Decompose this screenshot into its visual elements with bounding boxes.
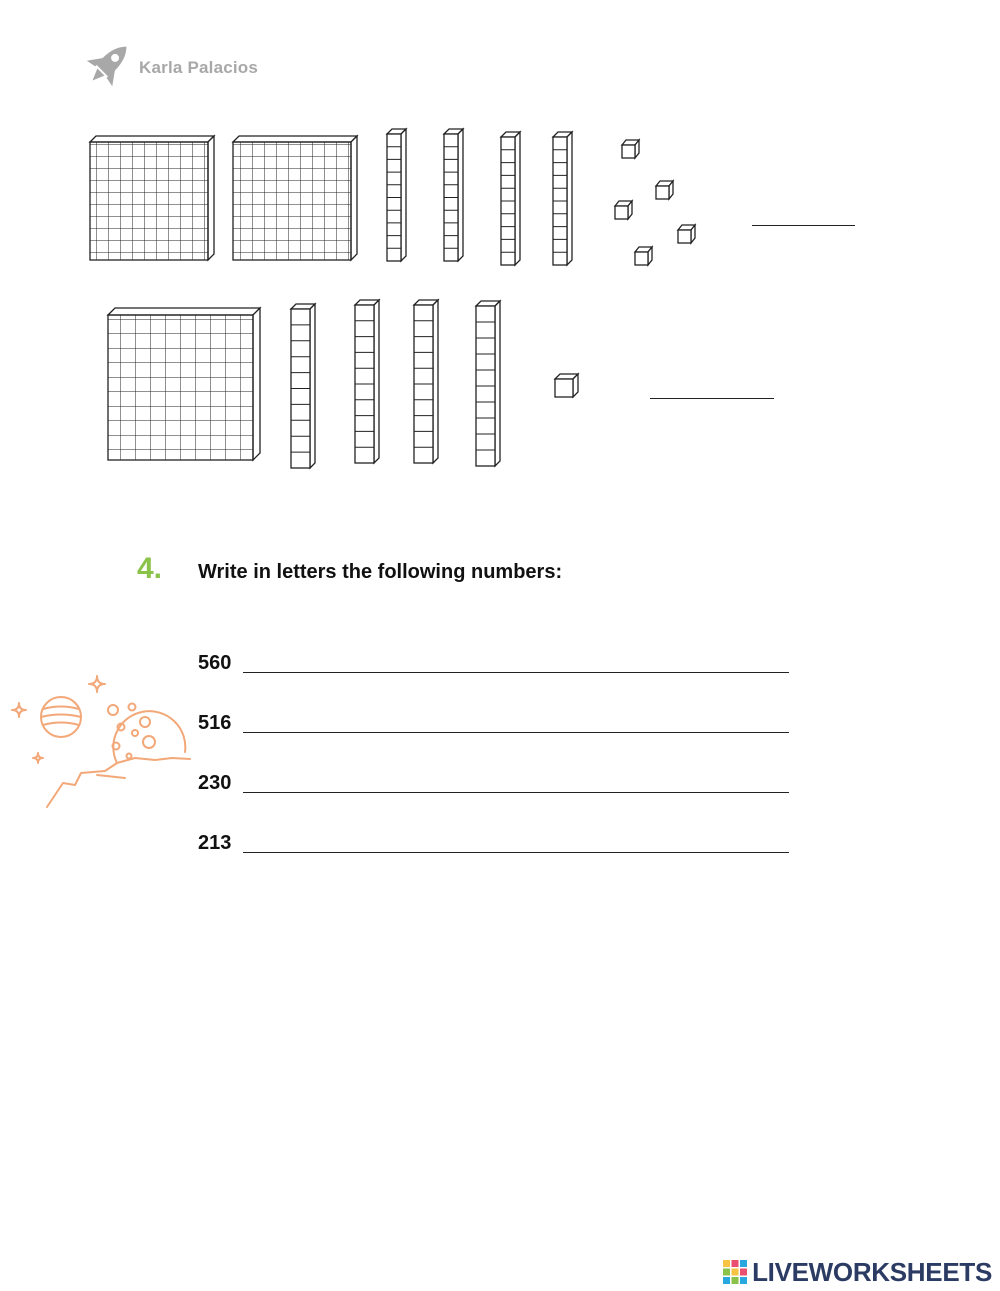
answer-line[interactable] [243,672,789,673]
space-decoration-icon [5,670,200,815]
one-cube [622,140,639,158]
number-label: 560 [198,652,232,674]
ten-rod [387,129,406,261]
one-cube [678,225,695,243]
number-label: 213 [198,832,232,854]
ten-rod [501,132,520,265]
ten-rod [355,300,379,463]
ten-rod [291,304,315,468]
ten-rod [476,301,500,466]
liveworksheets-logo [722,1255,992,1289]
hundred-flat [90,136,214,260]
number-row [198,643,798,673]
ten-rod [553,132,572,265]
number-row [198,703,798,733]
base-ten-blocks-figure [0,0,1000,500]
question-prompt: Write in letters the following numbers: [198,561,563,583]
answer-blank-group-b[interactable] [650,398,774,399]
one-cube [656,181,673,199]
number-row [198,763,798,793]
answer-line[interactable] [243,852,789,853]
answer-line[interactable] [243,792,789,793]
hundred-flat [233,136,357,260]
number-label: 516 [198,712,232,734]
logo-blocks-icon [722,1259,748,1285]
one-cube [615,201,632,219]
ten-rod [414,300,438,463]
answer-blank-group-a[interactable] [752,225,855,226]
ten-rod [444,129,463,261]
hundred-flat [108,308,260,460]
brand-name: LIVEWORKSHEETS [752,1256,992,1287]
author-name: Karla Palacios [139,58,259,77]
answer-line[interactable] [243,732,789,733]
number-label: 230 [198,772,232,794]
one-cube [635,247,652,265]
question-number: 4. [137,552,163,585]
number-row [198,823,798,853]
one-cube [555,374,578,397]
